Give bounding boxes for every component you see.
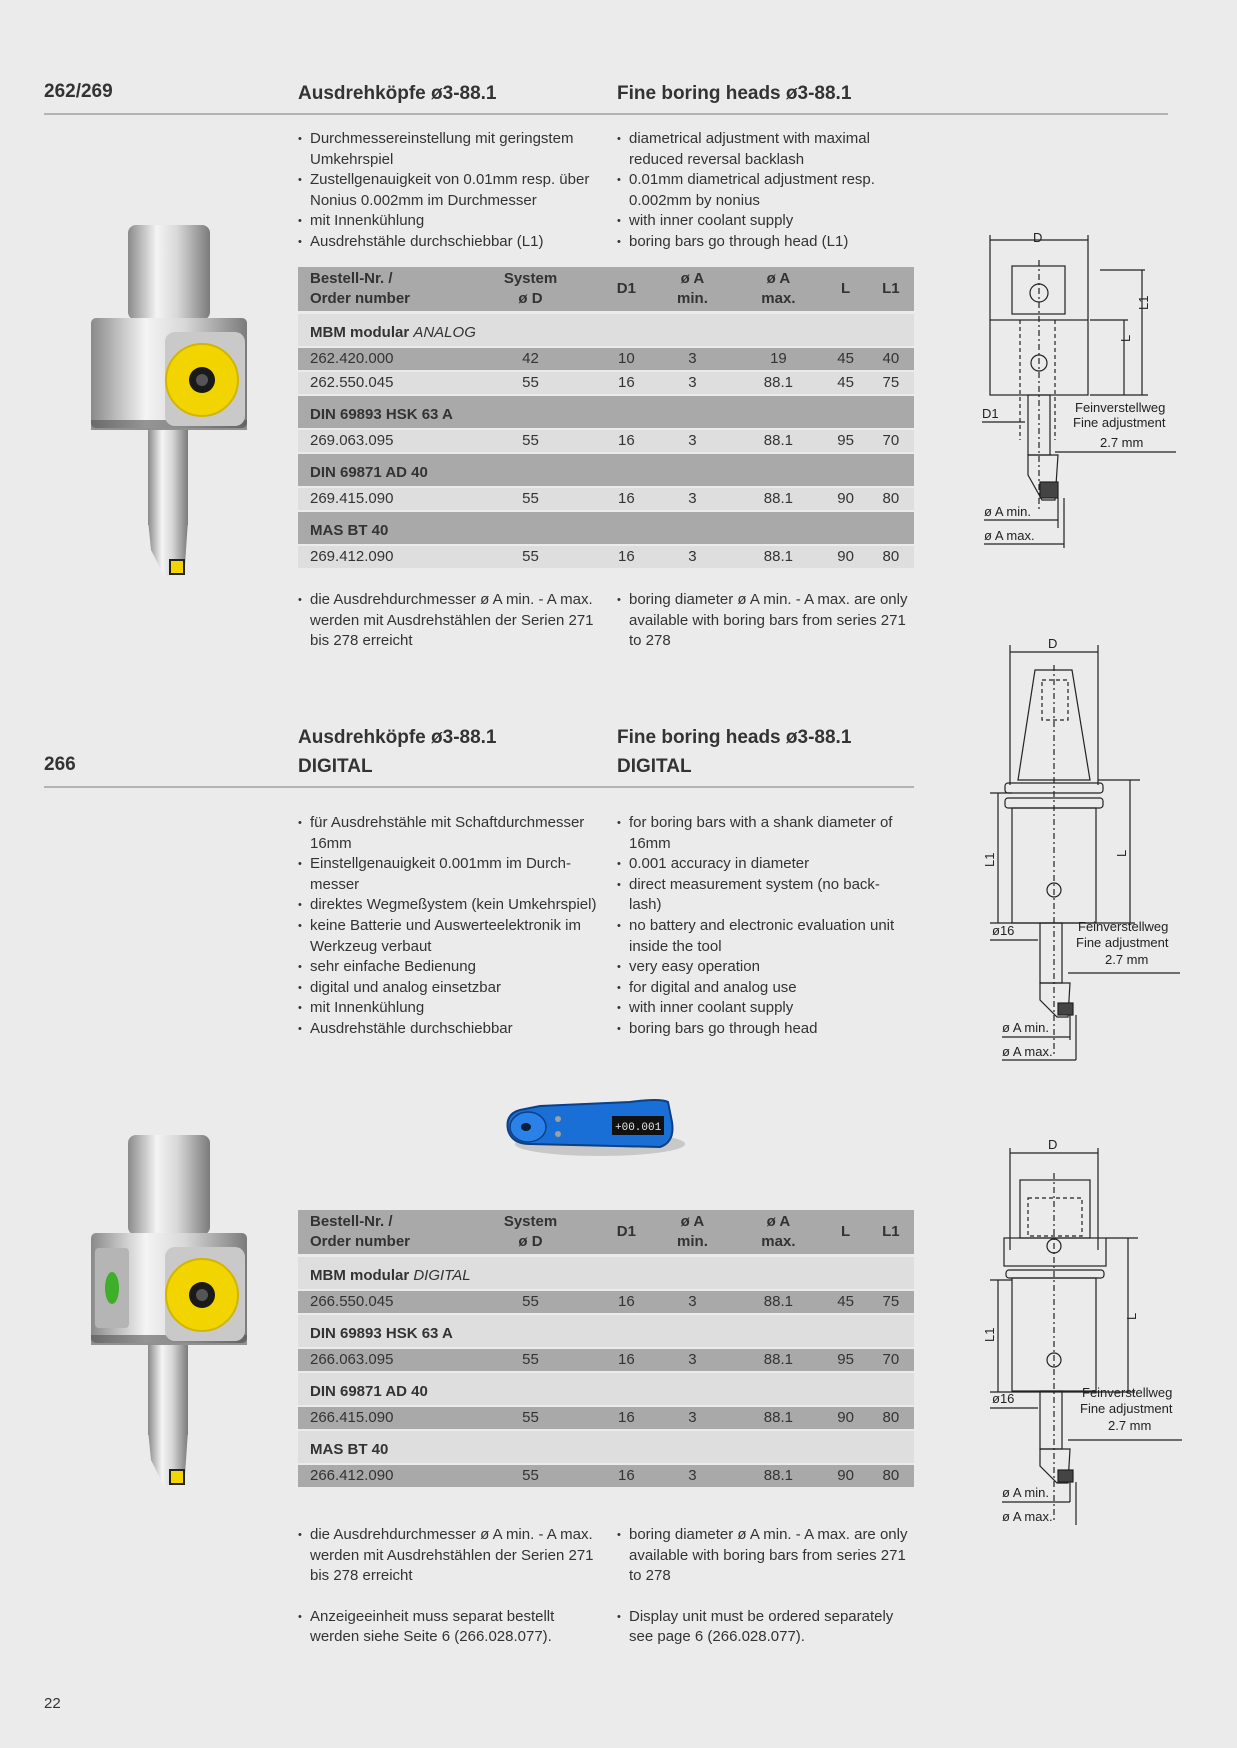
table-cell: 40: [868, 347, 914, 371]
table-cell: 90: [824, 1406, 868, 1430]
dim-label-d1: ø16: [992, 923, 1015, 938]
column-header-line: Bestell-Nr. /: [310, 1213, 393, 1230]
column-header-line: System: [503, 270, 558, 287]
table-cell: 55: [460, 1290, 601, 1314]
column-header-line: D1: [616, 280, 636, 297]
table-cell: 42: [460, 347, 601, 371]
table-group-row: [298, 395, 914, 429]
table-cell: 80: [868, 487, 914, 511]
fine-adjustment-de: Feinverstellweg: [1075, 400, 1166, 415]
table-row: [298, 429, 914, 453]
page-number: 22: [44, 1695, 61, 1712]
table-cell: 16: [601, 1464, 652, 1488]
column-header: [868, 1210, 914, 1256]
bullet-item: • die Ausdrehdurchmesser ø A min. - A max. werden mit Ausdrehstählen der Serien 271 bis 278 erreicht: [298, 590, 598, 652]
table-cell: 3: [652, 545, 734, 569]
fine-adjustment-en: Fine adjustment: [1080, 1401, 1173, 1416]
bullet-item: • boring bars go through head (L1): [617, 232, 917, 253]
bullet-item: • direktes Wegmeßystem (kein Umkehrspiel): [298, 895, 608, 916]
table-row: [298, 1290, 914, 1314]
spec-table-analog: [298, 267, 914, 570]
order-number-cell: 262.550.045: [298, 371, 460, 395]
bullet-item: • Einstellgenauigkeit 0.001mm im Durch-messer: [298, 854, 608, 895]
table-group-row: [298, 1256, 914, 1291]
fine-adjustment-value: 2.7 mm: [1100, 435, 1144, 450]
table-cell: 45: [824, 347, 868, 371]
column-header-line: min.: [677, 290, 708, 307]
fine-adjustment-en: Fine adjustment: [1076, 935, 1169, 950]
column-header-line: max.: [761, 1233, 796, 1250]
group-name: DIN 69893 HSK 63 A: [310, 1325, 453, 1342]
column-header: [868, 267, 914, 313]
group-name: DIN 69871 AD 40: [310, 1383, 428, 1400]
fine-adjustment-de: Feinverstellweg: [1082, 1385, 1173, 1400]
technical-drawing-bt40: [960, 635, 1200, 1065]
bullet-item: • for boring bars with a shank diameter of 16mm: [617, 813, 907, 854]
section-subtitle-en: DIGITAL: [617, 756, 692, 777]
order-number-cell: 269.063.095: [298, 429, 460, 453]
column-header-line: L: [841, 280, 851, 297]
bullet-item: • mit Innenkühlung: [298, 211, 598, 232]
dim-label-d1: D1: [982, 406, 999, 421]
table-cell: 55: [460, 545, 601, 569]
table-row: [298, 371, 914, 395]
fine-adjustment-de: Feinverstellweg: [1078, 919, 1169, 934]
bullet-item: • mit Innenkühlung: [298, 998, 608, 1019]
column-header-line: Order number: [310, 1233, 411, 1250]
bullet-item: • with inner coolant supply: [617, 998, 907, 1019]
order-number-cell: 262.420.000: [298, 347, 460, 371]
table-cell: 3: [652, 347, 734, 371]
table-cell: 16: [601, 1290, 652, 1314]
bullet-item: • for digital and analog use: [617, 978, 907, 999]
table-cell: 95: [824, 1348, 868, 1372]
table-cell: 90: [824, 1464, 868, 1488]
section-title-en: Fine boring heads ø3-88.1: [617, 727, 852, 748]
dim-label-d: D: [1048, 1140, 1058, 1152]
column-header-line: ø D: [518, 290, 543, 307]
column-header-line: ø A: [766, 270, 791, 287]
table-cell: 88.1: [733, 1348, 823, 1372]
table-cell: 3: [652, 371, 734, 395]
column-header-line: Bestell-Nr. /: [310, 270, 393, 287]
bullet-item: • direct measurement system (no back-lash): [617, 875, 907, 916]
column-header-line: Order number: [310, 290, 411, 307]
group-name: DIN 69893 HSK 63 A: [310, 406, 453, 423]
dim-label-l1: L1: [982, 852, 997, 867]
column-header-line: min.: [677, 1233, 708, 1250]
technical-drawing-hsk63: [960, 1140, 1200, 1530]
table-cell: 75: [868, 1290, 914, 1314]
column-header-line: L1: [882, 1223, 900, 1240]
bullet-item: • 0.01mm diametrical adjustment resp. 0.002mm by nonius: [617, 170, 917, 211]
column-header: [824, 267, 868, 313]
table-cell: 88.1: [733, 545, 823, 569]
table-cell: 88.1: [733, 429, 823, 453]
bullet-item: • Display unit must be ordered separately see page 6 (266.028.077).: [617, 1607, 917, 1648]
column-header: [601, 1210, 652, 1256]
order-number-cell: 266.412.090: [298, 1464, 460, 1488]
table-row: [298, 1348, 914, 1372]
section-title-de: Ausdrehköpfe ø3-88.1: [298, 83, 497, 104]
bullet-item: • sehr einfache Bedienung: [298, 957, 608, 978]
table-cell: 16: [601, 371, 652, 395]
column-header-line: System: [503, 1213, 558, 1230]
table-cell: 3: [652, 1406, 734, 1430]
digital-boring-head-image: [85, 1130, 255, 1490]
column-header: [601, 267, 652, 313]
table-cell: 88.1: [733, 1464, 823, 1488]
features-list-de: [298, 813, 608, 1040]
table-row: [298, 487, 914, 511]
group-name: MBM modular: [310, 1267, 410, 1284]
column-header-line: ø A: [766, 1213, 791, 1230]
table-cell: 16: [601, 1348, 652, 1372]
column-header: [733, 267, 823, 313]
spec-table-digital: [298, 1210, 914, 1489]
table-cell: 16: [601, 487, 652, 511]
column-header-line: L1: [882, 280, 900, 297]
column-header-line: ø D: [518, 1233, 543, 1250]
display-readout: +00.001: [615, 1122, 662, 1134]
table-cell: 55: [460, 371, 601, 395]
order-number-cell: 266.415.090: [298, 1406, 460, 1430]
section-number: 262/269: [44, 81, 113, 102]
table-cell: 3: [652, 1464, 734, 1488]
column-header-line: ø A: [680, 1213, 705, 1230]
bullet-item: • digital und analog einsetzbar: [298, 978, 608, 999]
table-cell: 88.1: [733, 371, 823, 395]
dim-label-a-min: ø A min.: [1002, 1020, 1049, 1035]
dim-label-l1: L1: [982, 1327, 997, 1342]
bullet-item: • die Ausdrehdurchmesser ø A min. - A max. werden mit Ausdrehstählen der Serien 271 bis 278 erreicht: [298, 1525, 598, 1587]
table-cell: 16: [601, 1406, 652, 1430]
table-cell: 45: [824, 371, 868, 395]
section-title-de: Ausdrehköpfe ø3-88.1: [298, 727, 497, 748]
table-cell: 88.1: [733, 487, 823, 511]
table-cell: 80: [868, 545, 914, 569]
features-list-de: [298, 129, 598, 253]
group-name: MBM modular: [310, 324, 410, 341]
dim-label-a-min: ø A min.: [1002, 1485, 1049, 1500]
table-cell: 80: [868, 1464, 914, 1488]
order-number-cell: 269.415.090: [298, 487, 460, 511]
section-subtitle-de: DIGITAL: [298, 756, 373, 777]
features-list-en: [617, 813, 907, 1040]
bullet-item: • boring diameter ø A min. - A max. are only available with boring bars from series 271 to 278: [617, 590, 917, 652]
bullet-item: • für Ausdrehstähle mit Schaftdurchmesser 16mm: [298, 813, 608, 854]
analog-boring-head-image: [85, 220, 255, 580]
bullet-item: • Zustellgenauigkeit von 0.01mm resp. über Nonius 0.002mm im Durchmesser: [298, 170, 598, 211]
digital-display-unit-image: [500, 1092, 690, 1167]
notes-list-en: [617, 590, 917, 652]
table-group-row: [298, 1372, 914, 1406]
dim-label-a-max: ø A max.: [984, 528, 1035, 543]
dim-label-d: D: [1033, 230, 1043, 245]
table-cell: 55: [460, 1348, 601, 1372]
bullet-item: • with inner coolant supply: [617, 211, 917, 232]
table-row: [298, 545, 914, 569]
dim-label-l1: L1: [1136, 295, 1151, 310]
bullet-item: • Ausdrehstähle durchschiebbar (L1): [298, 232, 598, 253]
order-number-cell: 269.412.090: [298, 545, 460, 569]
features-list-en: [617, 129, 917, 253]
fine-adjustment-value: 2.7 mm: [1105, 952, 1149, 967]
notes-list-de: [298, 1525, 598, 1648]
table-cell: 90: [824, 545, 868, 569]
bullet-item: • Anzeigeeinheit muss separat bestellt werden siehe Seite 6 (266.028.077).: [298, 1607, 598, 1648]
section-title-en: Fine boring heads ø3-88.1: [617, 83, 852, 104]
dim-label-a-max: ø A max.: [1002, 1509, 1053, 1524]
table-cell: 55: [460, 487, 601, 511]
table-cell: 3: [652, 1290, 734, 1314]
bullet-item: • very easy operation: [617, 957, 907, 978]
table-cell: 70: [868, 429, 914, 453]
group-name-suffix: DIGITAL: [413, 1267, 471, 1284]
table-cell: 88.1: [733, 1290, 823, 1314]
column-header-line: D1: [616, 1223, 636, 1240]
table-cell: 19: [733, 347, 823, 371]
table-cell: 55: [460, 1406, 601, 1430]
column-header: [652, 267, 734, 313]
table-cell: 16: [601, 429, 652, 453]
dim-label-d1: ø16: [992, 1391, 1015, 1406]
digital-scale-icon: [105, 1272, 119, 1304]
table-cell: 90: [824, 487, 868, 511]
table-cell: 3: [652, 429, 734, 453]
order-number-cell: 266.063.095: [298, 1348, 460, 1372]
bullet-item: • keine Batterie und Auswerteelektronik im Werkzeug verbaut: [298, 916, 608, 957]
notes-list-de: [298, 590, 598, 652]
order-number-cell: 266.550.045: [298, 1290, 460, 1314]
group-name: MAS BT 40: [310, 1441, 389, 1458]
technical-drawing-analog: [960, 230, 1200, 560]
dim-label-d: D: [1048, 636, 1058, 651]
table-cell: 16: [601, 545, 652, 569]
group-name: MAS BT 40: [310, 522, 389, 539]
section-number: 266: [44, 754, 76, 775]
fine-adjustment-value: 2.7 mm: [1108, 1418, 1152, 1433]
table-group-row: [298, 1314, 914, 1348]
table-cell: 55: [460, 429, 601, 453]
table-group-row: [298, 453, 914, 487]
column-header: [298, 267, 460, 313]
fine-adjustment-en: Fine adjustment: [1073, 415, 1166, 430]
table-header-row: [298, 267, 914, 313]
column-header: [460, 1210, 601, 1256]
dim-label-l: L: [1124, 1312, 1139, 1320]
table-cell: 55: [460, 1464, 601, 1488]
table-cell: 45: [824, 1290, 868, 1314]
table-group-row: [298, 511, 914, 545]
bullet-item: • boring diameter ø A min. - A max. are only available with boring bars from series 271 to 278: [617, 1525, 917, 1587]
section-divider: [44, 786, 914, 788]
table-cell: 95: [824, 429, 868, 453]
table-cell: 3: [652, 487, 734, 511]
column-header-line: ø A: [680, 270, 705, 287]
table-row: [298, 347, 914, 371]
bullet-item: • diametrical adjustment with maximal reduced reversal backlash: [617, 129, 917, 170]
group-name: DIN 69871 AD 40: [310, 464, 428, 481]
column-header: [733, 1210, 823, 1256]
dim-label-a-max: ø A max.: [1002, 1044, 1053, 1059]
table-group-row: [298, 1430, 914, 1464]
bullet-item: • no battery and electronic evaluation unit inside the tool: [617, 916, 907, 957]
table-row: [298, 1406, 914, 1430]
dim-label-a-min: ø A min.: [984, 504, 1031, 519]
column-header: [298, 1210, 460, 1256]
table-cell: 70: [868, 1348, 914, 1372]
column-header: [824, 1210, 868, 1256]
bullet-item: • boring bars go through head: [617, 1019, 907, 1040]
table-cell: 75: [868, 371, 914, 395]
notes-list-en: [617, 1525, 917, 1648]
column-header-line: max.: [761, 290, 796, 307]
table-cell: 80: [868, 1406, 914, 1430]
table-group-row: [298, 313, 914, 348]
column-header: [652, 1210, 734, 1256]
dim-label-l: L: [1118, 334, 1133, 342]
table-cell: 3: [652, 1348, 734, 1372]
section-divider: [44, 113, 1168, 115]
group-name-suffix: ANALOG: [413, 324, 476, 341]
table-header-row: [298, 1210, 914, 1256]
column-header: [460, 267, 601, 313]
column-header-line: L: [841, 1223, 851, 1240]
bullet-item: • 0.001 accuracy in diameter: [617, 854, 907, 875]
table-cell: 88.1: [733, 1406, 823, 1430]
table-row: [298, 1464, 914, 1488]
bullet-item: • Ausdrehstähle durchschiebbar: [298, 1019, 608, 1040]
bullet-item: • Durchmessereinstellung mit geringstem Umkehrspiel: [298, 129, 598, 170]
table-cell: 10: [601, 347, 652, 371]
dim-label-l: L: [1114, 849, 1129, 857]
